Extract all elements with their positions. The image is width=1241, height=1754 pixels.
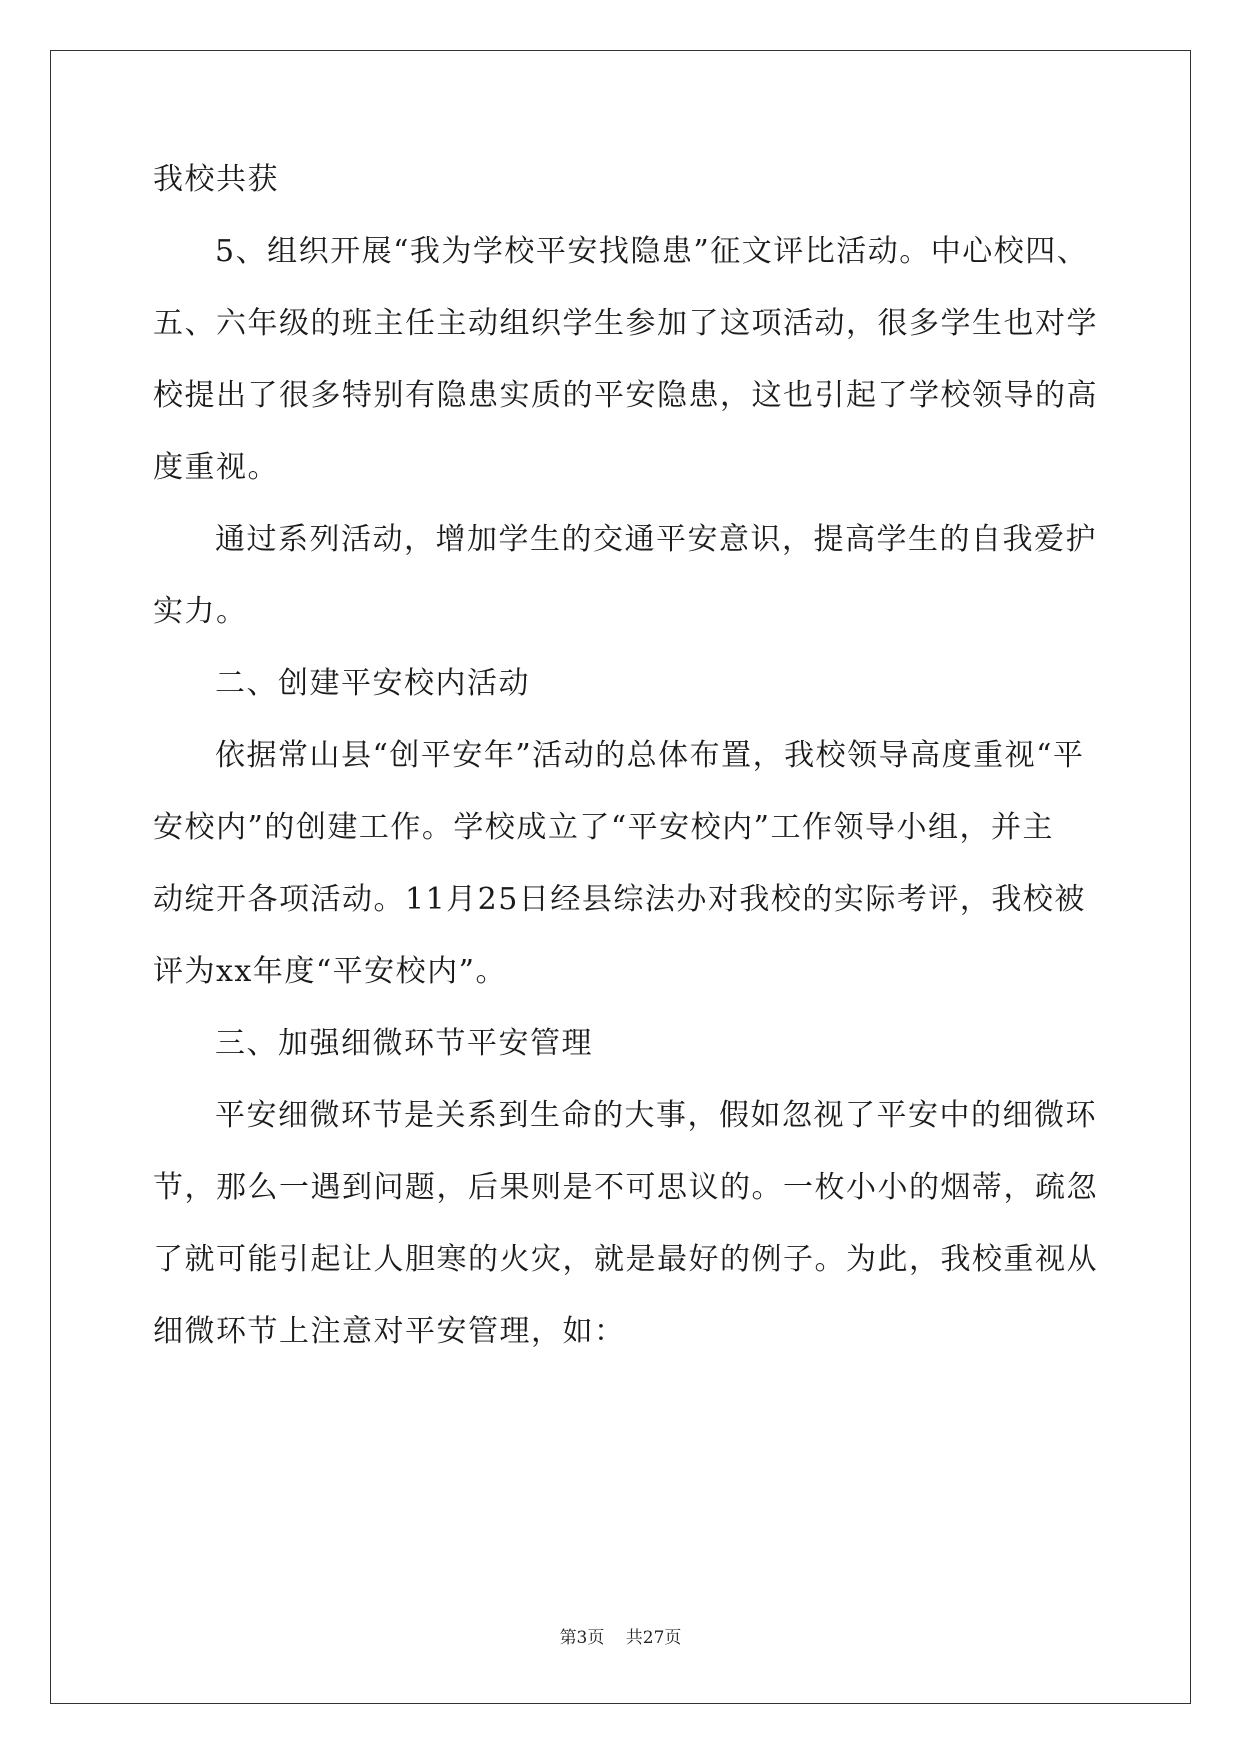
text-line: 动绽开各项活动。11月25日经县综法办对我校的实际考评，我校被 (153, 882, 1086, 917)
text-line: 5、组织开展“我为学校平安找隐患”征文评比活动。中心校四、 (215, 234, 1089, 269)
text-line: 通过系列活动，增加学生的交通平安意识，提高学生的自我爱护 (215, 522, 1097, 557)
text-line: 五、六年级的班主任主动组织学生参加了这项活动，很多学生也对学 (153, 306, 1098, 341)
page-footer (0, 1623, 1241, 1648)
text-line: 依据常山县“创平安年”活动的总体布置，我校领导高度重视“平 (215, 738, 1085, 773)
text-line: 了就可能引起让人胆寒的火灾，就是最好的例子。为此，我校重视从 (153, 1242, 1098, 1277)
text-line: 平安细微环节是关系到生命的大事，假如忽视了平安中的细微环 (215, 1098, 1097, 1133)
page-number: 第3页 (559, 1628, 605, 1648)
text-line: 节，那么一遇到问题，后果则是不可思议的。一枚小小的烟蒂，疏忽 (153, 1170, 1098, 1205)
text-line: 细微环节上注意对平安管理，如： (153, 1314, 626, 1349)
section-heading: 二、创建平安校内活动 (215, 666, 530, 701)
section-heading: 三、加强细微环节平安管理 (215, 1026, 593, 1061)
page-border (50, 50, 1191, 1704)
text-line: 校提出了很多特别有隐患实质的平安隐患，这也引起了学校领导的高 (153, 378, 1098, 413)
text-line: 我校共获 (153, 162, 279, 197)
text-line: 评为xx年度“平安校内”。 (153, 954, 508, 989)
text-line: 安校内”的创建工作。学校成立了“平安校内”工作领导小组，并主 (153, 810, 1055, 845)
text-line: 实力。 (153, 594, 248, 629)
text-line: 度重视。 (153, 450, 279, 485)
page-total: 共27页 (625, 1628, 682, 1648)
